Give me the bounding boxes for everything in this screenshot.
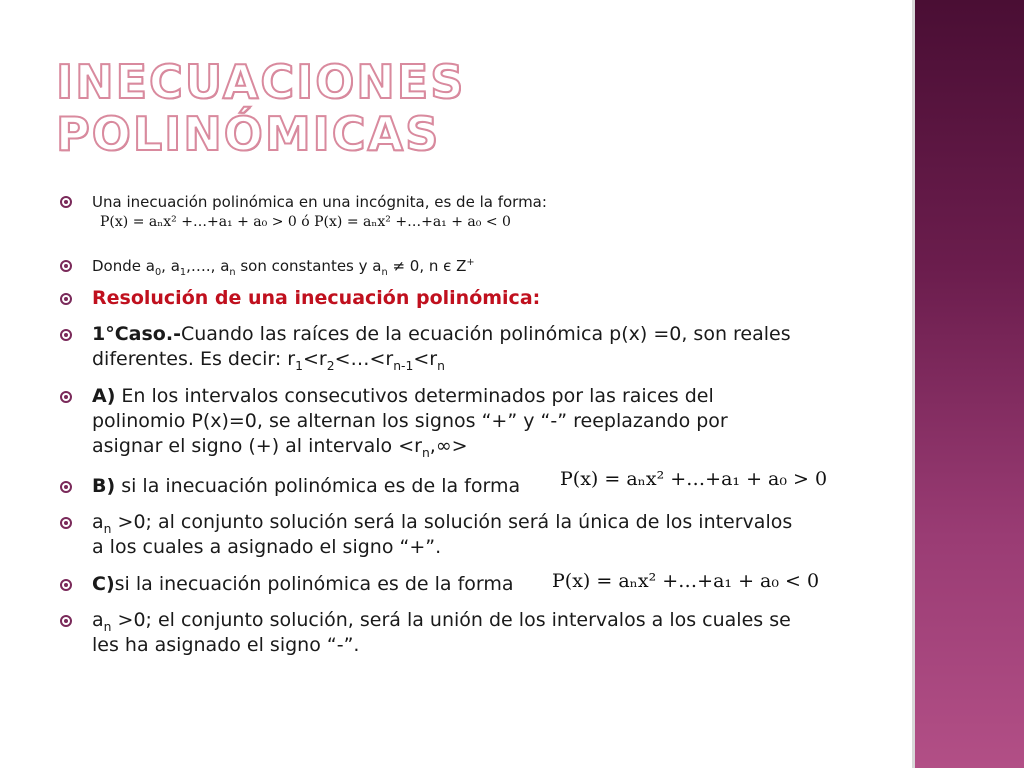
bullet-text: A) En los intervalos consecutivos determinados por las raices del polinomio P(x)=0, se alternan los signos “+” y “-” reeplazando por asignar el signo (+) al intervalo $<r_n,\infty>$ <box>92 385 728 460</box>
bullet-icon <box>60 196 72 208</box>
formula-gt: P(x) = aₙx² +…+a₁ + a₀ > 0 <box>100 214 297 230</box>
bullet-text: $a_n >0$; al conjunto solución será la solución será la única de los intervalos a los cuales a asignado el signo “+”. <box>92 511 793 558</box>
page-title <box>56 56 616 160</box>
bullet-icon <box>60 517 72 529</box>
title-line-2: POLINÓMICAS <box>56 107 441 161</box>
bullet-icon <box>60 481 72 493</box>
formula-connector: ó <box>301 214 310 230</box>
formula-lt-inline: P(x) = aₙx² +…+a₁ + a₀ < 0 <box>552 570 820 592</box>
bullet-text: $a_n >0$; el conjunto solución, será la unión de los intervalos a los cuales se les ha asignado el signo “-”. <box>92 609 791 656</box>
section-heading: Resolución de una inecuación polinómica: <box>92 287 541 309</box>
bullet-icon <box>60 260 72 272</box>
formula-lt: P(x) = aₙx² +…+a₁ + a₀ < 0 <box>314 214 511 230</box>
bullet-icon <box>60 329 72 341</box>
title-line-1: INECUACIONES <box>56 55 466 109</box>
bullet-text: B) si la inecuación polinómica es de la forma <box>92 475 521 497</box>
bullet-text: C)si la inecuación polinómica es de la forma <box>92 573 514 595</box>
bullet-icon <box>60 293 72 305</box>
bullet-text: 1°Caso.-Cuando las raíces de la ecuación polinómica p(x) =0, son reales diferentes. Es decir: $r_1<r_2<\dots<r_{n-1}<r_n$ <box>92 323 791 373</box>
bullet-text: Donde $a_0$, $a_1,\dots$., $a_n$ son constantes y $a_n \ne 0$, n є Z+ <box>92 257 475 278</box>
formula-gt-inline: P(x) = aₙx² +…+a₁ + a₀ > 0 <box>560 468 828 490</box>
decorative-sidebar <box>912 0 1024 768</box>
bullet-icon <box>60 579 72 591</box>
bullet-icon <box>60 391 72 403</box>
bullet-icon <box>60 615 72 627</box>
bullet-text: Una inecuación polinómica en una incógnita, es de la forma: <box>92 193 547 211</box>
